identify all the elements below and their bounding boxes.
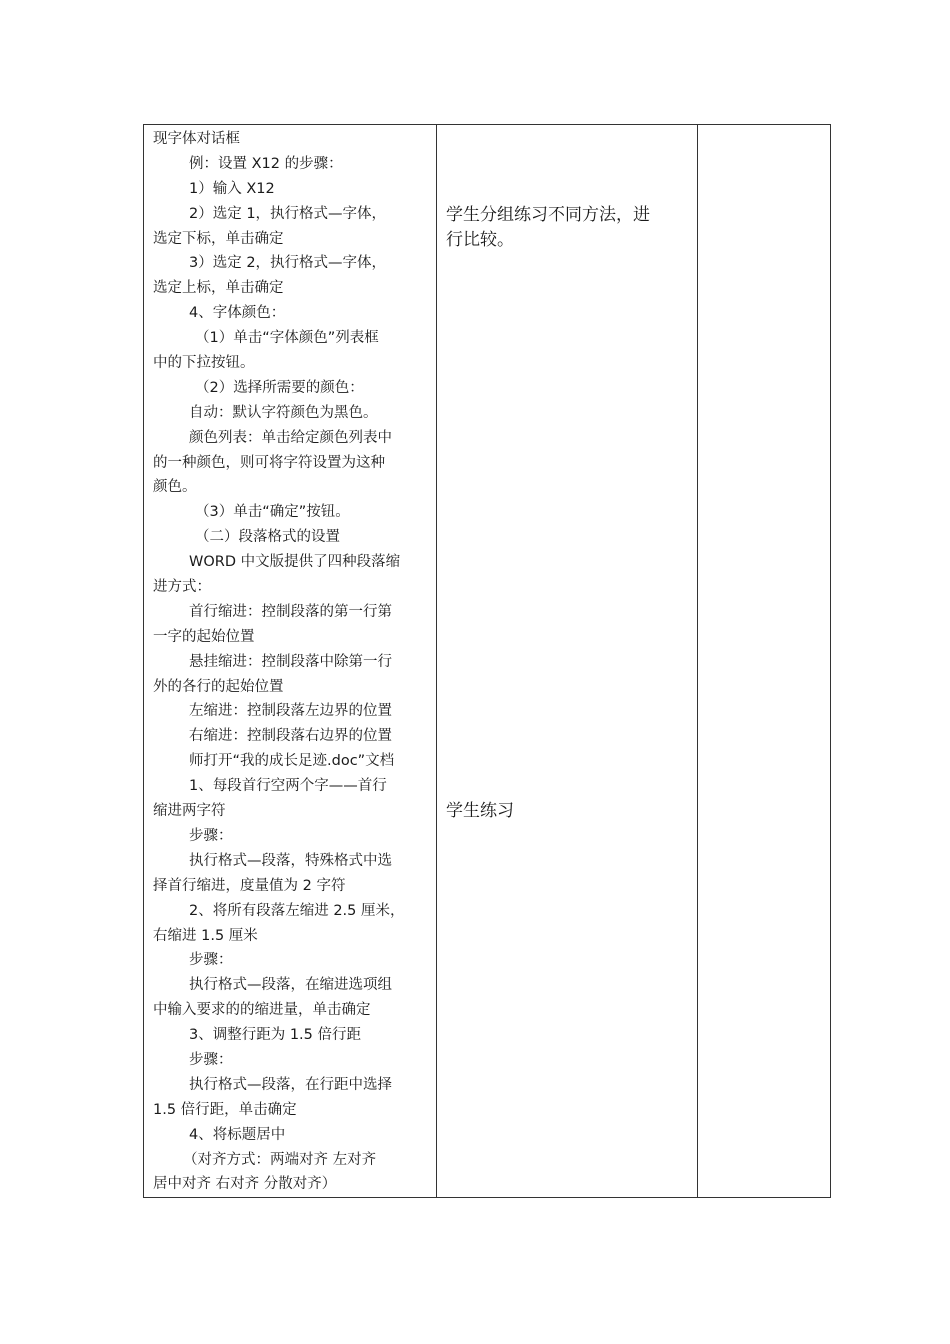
text-line: 4、将标题居中 (189, 1126, 286, 1143)
text-line: 师打开“我的成长足迹.doc”文档 (189, 753, 395, 770)
note-line: 学生分组练习不同方法，进 (446, 205, 650, 225)
text-line: （对齐方式：两端对齐 左对齐 (183, 1151, 377, 1168)
text-line: 4、字体颜色： (189, 305, 286, 322)
text-line: 3）选定 2，执行格式—字体， (189, 255, 387, 272)
text-line: 左缩进：控制段落左边界的位置 (189, 703, 392, 720)
text-line: 的一种颜色，则可将字符设置为这种 (153, 454, 385, 471)
student-activity-cell (437, 125, 698, 1198)
text-line: 现字体对话框 (153, 131, 240, 147)
table-row (144, 125, 831, 1198)
text-line: （3）单击“确定”按钮。 (195, 504, 350, 521)
text-line: 步骤： (189, 952, 233, 969)
note-line: 行比较。 (446, 230, 514, 250)
text-line: 自动：默认字符颜色为黑色。 (189, 404, 378, 421)
text-line: 2、将所有段落左缩进 2.5 厘米， (189, 902, 405, 919)
text-line: 颜色列表：单击给定颜色列表中 (189, 429, 392, 446)
text-line: 首行缩进：控制段落的第一行第 (189, 603, 392, 620)
text-line: 右缩进 1.5 厘米 (153, 927, 258, 944)
remarks-cell (698, 125, 831, 1198)
student-practice-note: 学生练习 (446, 801, 514, 821)
text-line: 1、每段首行空两个字——首行 (189, 778, 387, 795)
text-line: （2）选择所需要的颜色： (195, 379, 364, 396)
text-line: 一字的起始位置 (153, 628, 255, 645)
text-line: 执行格式—段落，在行距中选择 (189, 1076, 392, 1093)
text-line: 步骤： (189, 1051, 233, 1068)
student-activity-note (446, 203, 650, 253)
lesson-plan-table (143, 124, 831, 1198)
text-line: 例：设置 X12 的步骤： (189, 155, 343, 172)
text-line: 1.5 倍行距，单击确定 (153, 1101, 297, 1118)
text-line: （1）单击“字体颜色”列表框 (195, 330, 379, 347)
text-line: 2）选定 1，执行格式—字体， (189, 205, 387, 222)
text-line: 中输入要求的的缩进量，单击确定 (153, 1002, 371, 1019)
text-line: 1）输入 X12 (189, 180, 275, 197)
text-line: 执行格式—段落，在缩进选项组 (189, 977, 392, 994)
teacher-activity-text (144, 127, 436, 1197)
text-line: 选定上标，单击确定 (153, 280, 284, 297)
text-line: WORD 中文版提供了四种段落缩 (189, 554, 401, 571)
text-line: 外的各行的起始位置 (153, 678, 284, 695)
text-line: 3、调整行距为 1.5 倍行距 (189, 1027, 362, 1044)
text-line: 居中对齐 右对齐 分散对齐） (153, 1176, 337, 1193)
text-line: 缩进两字符 (153, 803, 226, 820)
teacher-activity-cell (144, 125, 437, 1198)
text-line: 择首行缩进，度量值为 2 字符 (153, 877, 346, 894)
text-line: 右缩进：控制段落右边界的位置 (189, 728, 392, 745)
text-line: 步骤： (189, 827, 233, 844)
text-line: （二）段落格式的设置 (195, 529, 340, 546)
text-line: 悬挂缩进：控制段落中除第一行 (189, 653, 392, 670)
text-line: 选定下标，单击确定 (153, 230, 284, 247)
text-line: 执行格式—段落，特殊格式中选 (189, 852, 392, 869)
text-line: 进方式： (153, 579, 211, 596)
text-line: 中的下拉按钮。 (153, 355, 255, 372)
text-line: 颜色。 (153, 479, 197, 496)
